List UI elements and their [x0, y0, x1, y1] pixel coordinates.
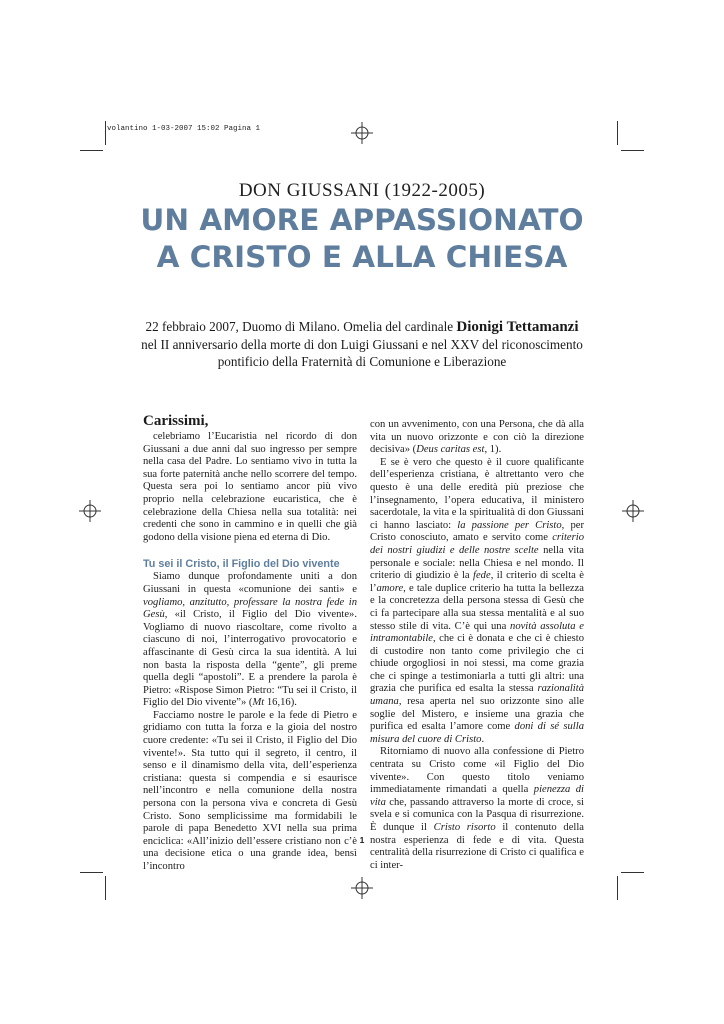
intro-block — [120, 318, 604, 370]
italic-run: amore — [376, 582, 404, 594]
cardinal-name: Dionigi Tettamanzi — [456, 319, 579, 335]
text-run: Ritorniamo di nuovo alla confessione di Pietro centrata su Cristo come «il Figlio del Dio vivente». Con questo titolo veniamo immediatamente rimandati a quella — [370, 746, 584, 796]
intro-line-3: pontificio della Fraternità di Comunione e Liberazione — [217, 354, 507, 369]
text-run: , che ci è donata e che ci è chiesto di custodire non tanto come privilegio che ci chiude orgogliosi in noi stessi, ma come grazia che ci spinge a testimoniarla a tutti gli altri: una grazia che purifica ed esalta la stessa — [370, 633, 584, 695]
text-run: , per Cristo conosciuto, amato e servito come — [370, 519, 584, 544]
crop-mark-top-left-h — [80, 150, 103, 151]
italic-run: criterio dei nostri giudizi e delle nostre scelte — [370, 532, 584, 556]
registration-mark-left-icon — [79, 500, 101, 522]
right-column — [370, 419, 584, 872]
greeting: Carissimi, — [143, 413, 209, 429]
italic-run: Mt — [252, 697, 265, 709]
paragraph: Facciamo nostre le parole e la fede di Pietro e gridiamo con tutta la forza e la gioia del nostro cuore credente: «Tu sei il Cristo, il Figlio del Dio vivente!». Sta tutto qui il segreto, il centro, il senso e il dinamismo della vita, dell’esperienza cristiana: questa si compendia e si esaurisce nell’incontro e nella comunione della nostra persona con la persona viva e concreta di Gesù Cristo. Sono semplicissime ma formidabili le parole di papa Benedetto XVI nella sua prima enciclica: «All’inizio dell’essere cristiano non c’è una decisione etica o una grande idea, bensì l’incontro — [143, 709, 357, 872]
crop-mark-bottom-left-h — [80, 872, 103, 873]
text-run: , 1). — [484, 444, 502, 456]
paragraph — [370, 746, 584, 872]
text-run: nella vita personale e sociale: nella Chiesa e nel mondo. Il criterio di giudizio è la — [370, 544, 584, 582]
crop-mark-bottom-right-h — [621, 872, 644, 873]
italic-run: Cristo risorto — [433, 822, 496, 833]
paragraph: celebriamo l’Eucaristia nel ricordo di don Giussani a due anni dal suo ingresso per sempre nella casa del Padre. Lo sentiamo vivo in tutta la sua forte paternità anche nello scorrere del tempo. Questa sera poi lo sentiamo ancor più vivo proprio nella celebrazione eucaristica, che è celebrazione della Chiesa nella sua totalità: nei credenti che sono in cammino e in quelli che già godono della visione piena ed eterna di Dio. — [143, 431, 357, 543]
paragraph — [370, 457, 584, 747]
text-run: . — [481, 733, 485, 745]
page-number: 1 — [359, 835, 365, 845]
text-run: il contenuto della nostra esperienza di fede e di vita. Questa centralità della risurrezione di Cristo ci qualifica e ci inter- — [370, 822, 584, 871]
text-run: che, passando attraverso la morte di croce, si svela e si comunica con la Pasqua di risurrezione. È dunque il — [370, 796, 584, 833]
text-run: Siamo dunque profondamente uniti a don Giussani in questa «comunione dei santi» e — [143, 571, 357, 595]
intro-line-2: nel II anniversario della morte di don Luigi Giussani e nel XXV del riconoscimento — [141, 337, 583, 352]
title-line-2: A CRISTO E ALLA CHIESA — [156, 240, 568, 274]
text-run: E se è vero che questo è il cuore qualificante dell’esperienza cristiana, è altrettanto vero che questo è una delle eredità più preziose che l’insegnamento, l’opera educativa, il ministero sacerdotale, la vita e la spiritualità di don Giussani ci hanno lasciato: — [370, 456, 584, 531]
registration-mark-right-icon — [622, 500, 644, 522]
paragraph — [143, 571, 357, 710]
section-heading: Tu sei il Cristo, il Figlio del Dio vivente — [143, 558, 340, 571]
crop-mark-bottom-left-v — [105, 876, 106, 900]
italic-run: novità assoluta e intramontabile — [370, 620, 584, 645]
registration-mark-top-icon — [351, 122, 373, 144]
text-run: , «il Cristo, il Figlio del Dio vivente». Vogliamo di nuovo riascoltare, come rivolto a ciascuno di noi, l’interrogativo provocatorio e affascinante di Gesù circa la sua identità. A lui non basta la risposta della “gente”, gli preme quella degli “apostoli”. E a prendere la parola è Pietro: «Rispose Simon Pietro: “Tu sei il Cristo, il Figlio del Dio vivente”» ( — [143, 609, 357, 709]
italic-run: razionalità umana — [370, 683, 584, 708]
print-slug: volantino 1-03-2007 15:02 Pagina 1 — [107, 125, 261, 133]
intro-text: 22 febbraio 2007, Duomo di Milano. Omelia del cardinale — [145, 319, 457, 334]
italic-run: pienezza di vita — [370, 784, 585, 808]
header-subtitle: DON GIUSSANI (1922-2005) — [238, 180, 486, 201]
text-run: con un avvenimento, con una Persona, che dà alla vita un nuovo orizzonte e con ciò la direzione decisiva» ( — [370, 419, 584, 456]
paragraph — [370, 419, 584, 457]
intro-line-1 — [120, 318, 604, 336]
italic-run: la passione per Cristo — [457, 519, 562, 531]
crop-mark-bottom-right-v — [617, 876, 618, 900]
left-column — [143, 413, 357, 874]
registration-mark-bottom-icon — [351, 877, 373, 899]
text-run: 16,16). — [264, 697, 297, 709]
italic-run: Deus caritas est — [416, 444, 485, 456]
crop-mark-top-right-v — [617, 121, 618, 145]
italic-run: vogliamo, anzitutto, professare la nostra fede in Gesù — [143, 596, 357, 621]
title-line-1: UN AMORE APPASSIONATO — [140, 203, 584, 237]
text-run: , e tale duplice criterio ha tutta la bellezza e la concretezza della persona stessa di Gesù che ci fa partecipare alla sua stessa mentalità e al suo stesso stile di vita. C’è qui una — [370, 582, 584, 632]
crop-mark-top-left-v — [105, 121, 106, 145]
italic-run: doni di sé sulla misura del cuore di Cristo — [370, 721, 584, 745]
text-run: , resa aperta nel suo orizzonte sino alle soglie del Mistero, e insieme una grazia che purifica ed esalta l’amore come — [370, 696, 584, 733]
crop-mark-top-right-h — [621, 150, 644, 151]
text-run: , il criterio di scelta è l’ — [370, 570, 584, 594]
italic-run: fede — [473, 570, 491, 582]
